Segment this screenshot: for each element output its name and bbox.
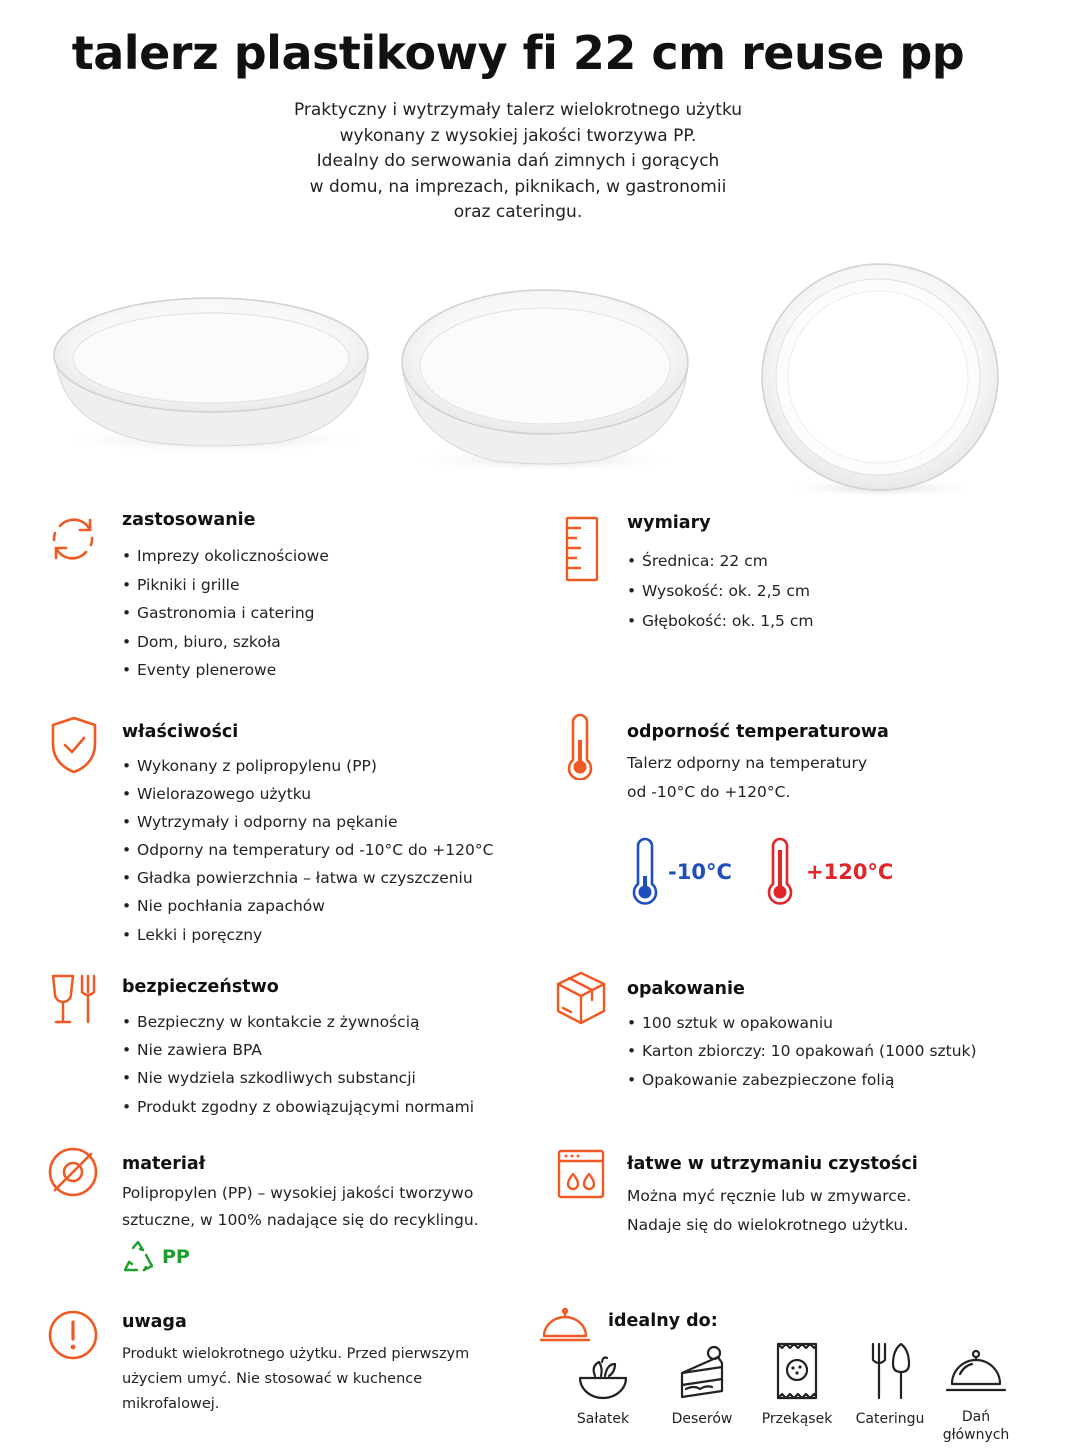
intro-line: Praktyczny i wytrzymały talerz wielokrotnego użytku <box>293 100 743 120</box>
use-item-label: Przekąsek <box>761 1411 833 1427</box>
use-item-deserow <box>657 1343 747 1428</box>
no-sign-icon <box>46 1146 100 1198</box>
salad-bowl-icon <box>575 1352 631 1402</box>
hot-temperature-label: +120°C <box>806 860 894 884</box>
text-line: użyciem umyć. Nie stosować w kuchence <box>122 1371 423 1387</box>
bezpieczenstwo-list <box>122 1008 474 1121</box>
intro-line: wykonany z wysokiej jakości tworzywa PP. <box>339 125 697 146</box>
recycle-icon <box>120 1240 156 1274</box>
cold-temperature-label: -10°C <box>668 860 732 884</box>
use-item-dan-glownych <box>931 1344 1021 1444</box>
cold-thermometer-icon <box>628 836 662 906</box>
list-item: • Nie wydziela szkodliwych substancji <box>122 1064 474 1092</box>
cutlery-icon <box>865 1340 915 1402</box>
hot-thermometer-icon <box>763 836 797 906</box>
idealny-title: idealny do: <box>608 1311 718 1331</box>
wlasciwosci-list <box>122 752 493 949</box>
box-icon <box>555 970 607 1026</box>
intro-text <box>243 98 793 226</box>
use-item-przekasek <box>752 1340 842 1428</box>
text-line: Polipropylen (PP) – wysokiej jakości tworzywo <box>122 1184 474 1202</box>
text-line: od -10°C do +120°C. <box>627 783 791 801</box>
page-title: talerz plastikowy fi 22 cm reuse pp <box>71 26 965 80</box>
list-item: • Odporny na temperatury od -10°C do +120°C <box>122 836 493 864</box>
uwaga-title: uwaga <box>122 1312 187 1332</box>
shield-check-icon <box>48 714 100 776</box>
text-line: Produkt wielokrotnego użytku. Przed pierwszym <box>122 1346 470 1362</box>
opakowanie-list <box>627 1009 977 1094</box>
recycle-pp-label: PP <box>162 1246 190 1268</box>
cake-slice-icon <box>674 1343 730 1402</box>
use-item-label: Sałatek <box>576 1411 630 1427</box>
list-item: • Opakowanie zabezpieczone folią <box>627 1066 977 1094</box>
intro-line: Idealny do serwowania dań zimnych i gorących <box>316 151 720 171</box>
text-line: mikrofalowej. <box>122 1396 220 1412</box>
list-item: • Karton zbiorczy: 10 opakowań (1000 sztuk) <box>627 1037 977 1065</box>
snack-bag-icon <box>772 1340 822 1402</box>
zastosowanie-title: zastosowanie <box>122 510 256 530</box>
list-item: • Wysokość: ok. 2,5 cm <box>627 576 813 606</box>
list-item: • Wytrzymały i odporny na pękanie <box>122 808 493 836</box>
list-item: • Produkt zgodny z obowiązującymi normami <box>122 1093 474 1121</box>
intro-line: oraz cateringu. <box>453 202 583 222</box>
list-item: • Bezpieczny w kontakcie z żywnością <box>122 1008 474 1036</box>
ruler-icon <box>563 515 601 583</box>
czystosc-title: łatwe w utrzymaniu czystości <box>627 1154 918 1174</box>
text-line: Nadaje się do wielokrotnego użytku. <box>627 1216 909 1234</box>
plate-image-side <box>54 298 375 454</box>
use-item-cateringu <box>845 1340 935 1428</box>
odpornosc-title: odporność temperaturowa <box>627 722 889 742</box>
wymiary-list <box>627 546 813 636</box>
list-item: • Dom, biuro, szkoła <box>122 628 329 657</box>
plate-image-top <box>762 264 998 498</box>
text-line: sztuczne, w 100% nadające się do recyklingu. <box>122 1211 479 1229</box>
exclamation-circle-icon <box>46 1308 100 1362</box>
uwaga-text <box>122 1342 469 1417</box>
wlasciwosci-title: właściwości <box>122 722 239 742</box>
list-item: • Gładka powierzchnia – łatwa w czyszczeniu <box>122 864 493 892</box>
cloche-icon <box>538 1306 592 1346</box>
odpornosc-text <box>627 749 867 807</box>
list-item: • Średnica: 22 cm <box>627 546 813 576</box>
use-item-label: Cateringu <box>855 1411 925 1427</box>
thermometer-icon <box>562 712 598 780</box>
list-item: • Nie zawiera BPA <box>122 1036 474 1064</box>
list-item: • 100 sztuk w opakowaniu <box>627 1009 977 1037</box>
serving-dome-icon <box>944 1344 1008 1400</box>
list-item: • Wykonany z polipropylenu (PP) <box>122 752 493 780</box>
list-item: • Wielorazowego użytku <box>122 780 493 808</box>
product-images <box>0 250 1086 510</box>
opakowanie-title: opakowanie <box>627 979 745 999</box>
list-item: • Imprezy okolicznościowe <box>122 542 329 571</box>
glass-fork-icon <box>48 972 98 1026</box>
material-text <box>122 1180 479 1234</box>
text-line: Można myć ręcznie lub w zmywarce. <box>627 1187 912 1205</box>
dishwasher-icon <box>556 1148 606 1200</box>
list-item: • Eventy plenerowe <box>122 656 329 685</box>
czystosc-text <box>627 1182 911 1240</box>
refresh-arrows-icon <box>46 512 100 566</box>
list-item: • Nie pochłania zapachów <box>122 892 493 920</box>
use-item-label: Dań głównych <box>942 1409 1010 1443</box>
bezpieczenstwo-title: bezpieczeństwo <box>122 977 279 997</box>
intro-line: w domu, na imprezach, piknikach, w gastronomii <box>309 176 727 197</box>
use-item-label: Deserów <box>671 1411 733 1427</box>
use-item-salatek <box>558 1352 648 1428</box>
list-item: • Gastronomia i catering <box>122 599 329 628</box>
zastosowanie-list <box>122 542 329 685</box>
plate-image-angle <box>402 290 688 472</box>
wymiary-title: wymiary <box>627 513 711 533</box>
list-item: • Głębokość: ok. 1,5 cm <box>627 606 813 636</box>
text-line: Talerz odporny na temperatury <box>627 754 868 772</box>
list-item: • Pikniki i grille <box>122 571 329 600</box>
list-item: • Lekki i poręczny <box>122 921 493 949</box>
material-title: materiał <box>122 1154 206 1174</box>
